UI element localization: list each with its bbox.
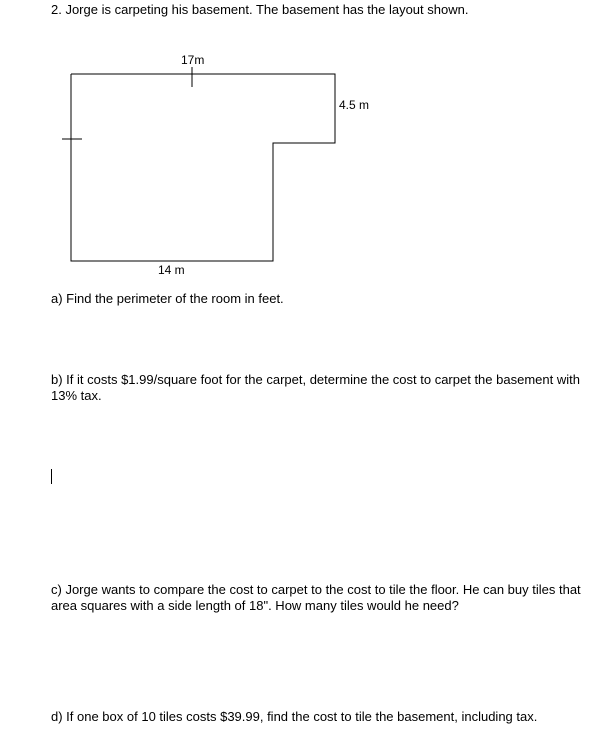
right-dimension-label: 4.5 m [339, 98, 370, 112]
question-part-a: a) Find the perimeter of the room in feet. [51, 291, 284, 306]
text-cursor[interactable] [51, 469, 52, 484]
basement-layout-diagram [0, 0, 610, 290]
question-part-d: d) If one box of 10 tiles costs $39.99, find the cost to tile the basement, including tax. [51, 709, 538, 724]
question-part-c: c) Jorge wants to compare the cost to carpet to the cost to tile the floor. He can buy tiles that area squares with a side length of 18". How many tiles would he need? [51, 582, 581, 613]
question-intro: 2. Jorge is carpeting his basement. The basement has the layout shown. [51, 2, 469, 17]
top-dimension-label: 17m [181, 53, 205, 67]
room-outline [71, 74, 335, 261]
bottom-dimension-label: 14 m [158, 263, 185, 277]
question-part-b: b) If it costs $1.99/square foot for the carpet, determine the cost to carpet the basement with 13% tax. [51, 372, 580, 403]
